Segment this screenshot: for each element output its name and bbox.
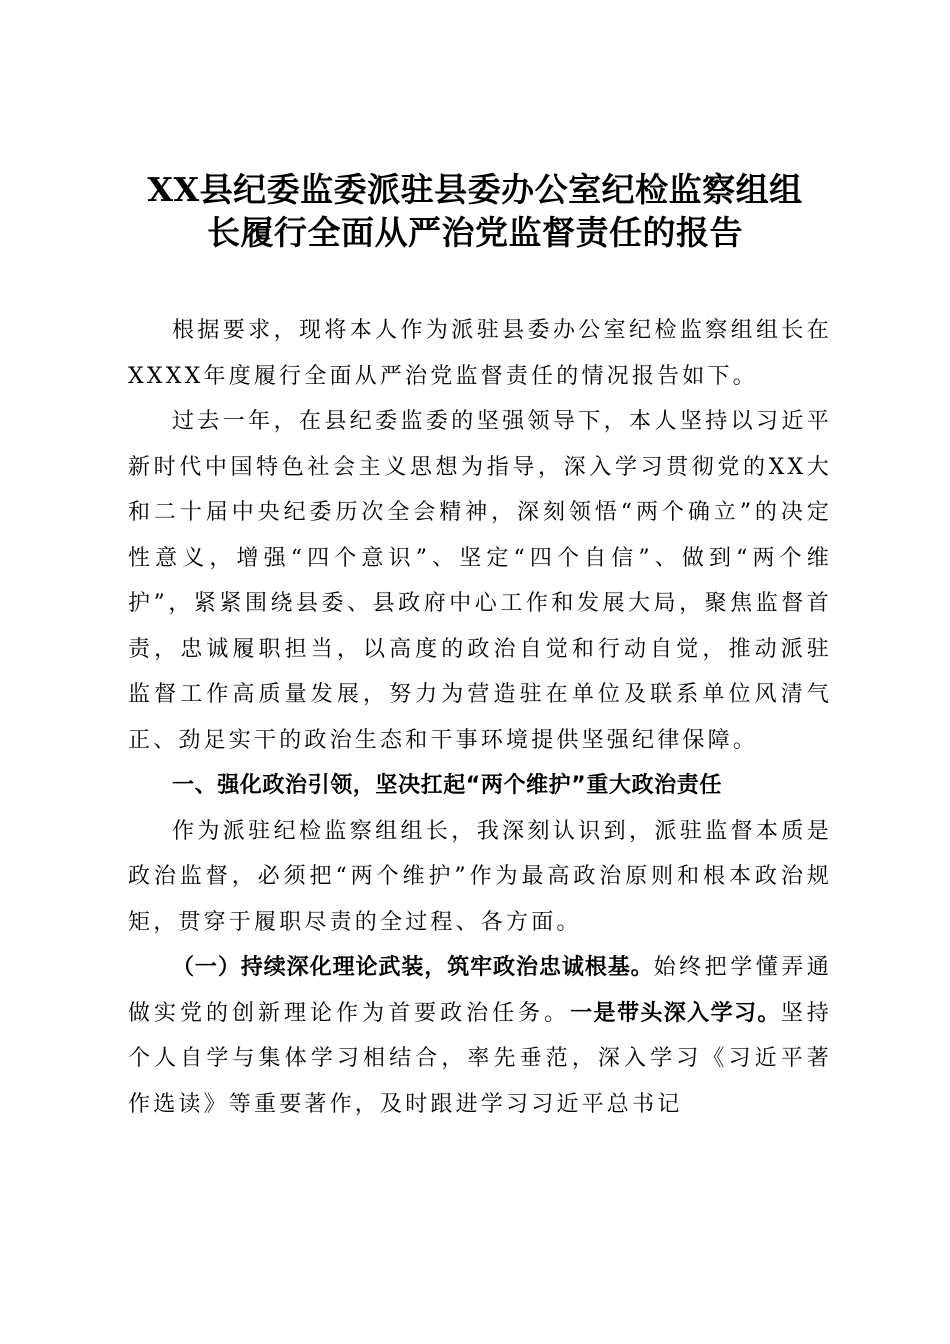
title-line-2: 长履行全面从严治党监督责任的报告 bbox=[207, 213, 743, 252]
subsection-1-point-1-heading: 一是带头深入学习。 bbox=[570, 1000, 781, 1026]
section-1-intro-paragraph: 作为派驻纪检监察组组长，我深刻认识到，派驻监督本质是政治监督，必须把“两个维护”作为最高政治原则和根本政治规矩，贯穿于履职尽责的全过程、各方面。 bbox=[128, 818, 832, 935]
subsection-1-paragraph bbox=[128, 945, 832, 1127]
document-title bbox=[100, 168, 850, 254]
intro-paragraph: 根据要求，现将本人作为派驻县委办公室纪检监察组组长在XXXX年度履行全面从严治党监督责任的情况报告如下。 bbox=[128, 318, 832, 389]
overview-paragraph: 过去一年，在县纪委监委的坚强领导下，本人坚持以习近平新时代中国特色社会主义思想为指导，深入学习贯彻党的XX大和二十届中央纪委历次全会精神，深刻领悟“两个确立”的决定性意义，增强“四个意识”、坚定“四个自信”、做到“两个维护”，紧紧围绕县委、县政府中心工作和发展大局，聚焦监督首责，忠诚履职担当，以高度的政治自觉和行动自觉，推动派驻监督工作高质量发展，努力为营造驻在单位及联系单位风清气正、劲足实干的政治生态和干事环境提供坚强纪律保障。 bbox=[128, 409, 832, 753]
subsection-1-text-b: 坚持个人自学与集体学习相结合，率先垂范，深入学习《习近平著作选读》等重要著作，及时跟进学习习近平总书记 bbox=[128, 1000, 833, 1117]
document-body bbox=[128, 308, 832, 1127]
subsection-1-heading: （一）持续深化理论武装，筑牢政治忠诚根基。 bbox=[172, 955, 654, 980]
subsection-1-text-a: 始终把学懂弄通做实党的创新理论作为首要政治任务。 bbox=[128, 955, 832, 1026]
title-line-1: XX县纪委监委派驻县委办公室纪检监察组组 bbox=[147, 170, 803, 209]
section-1-heading: 一、强化政治引领，坚决扛起“两个维护”重大政治责任 bbox=[172, 773, 722, 798]
